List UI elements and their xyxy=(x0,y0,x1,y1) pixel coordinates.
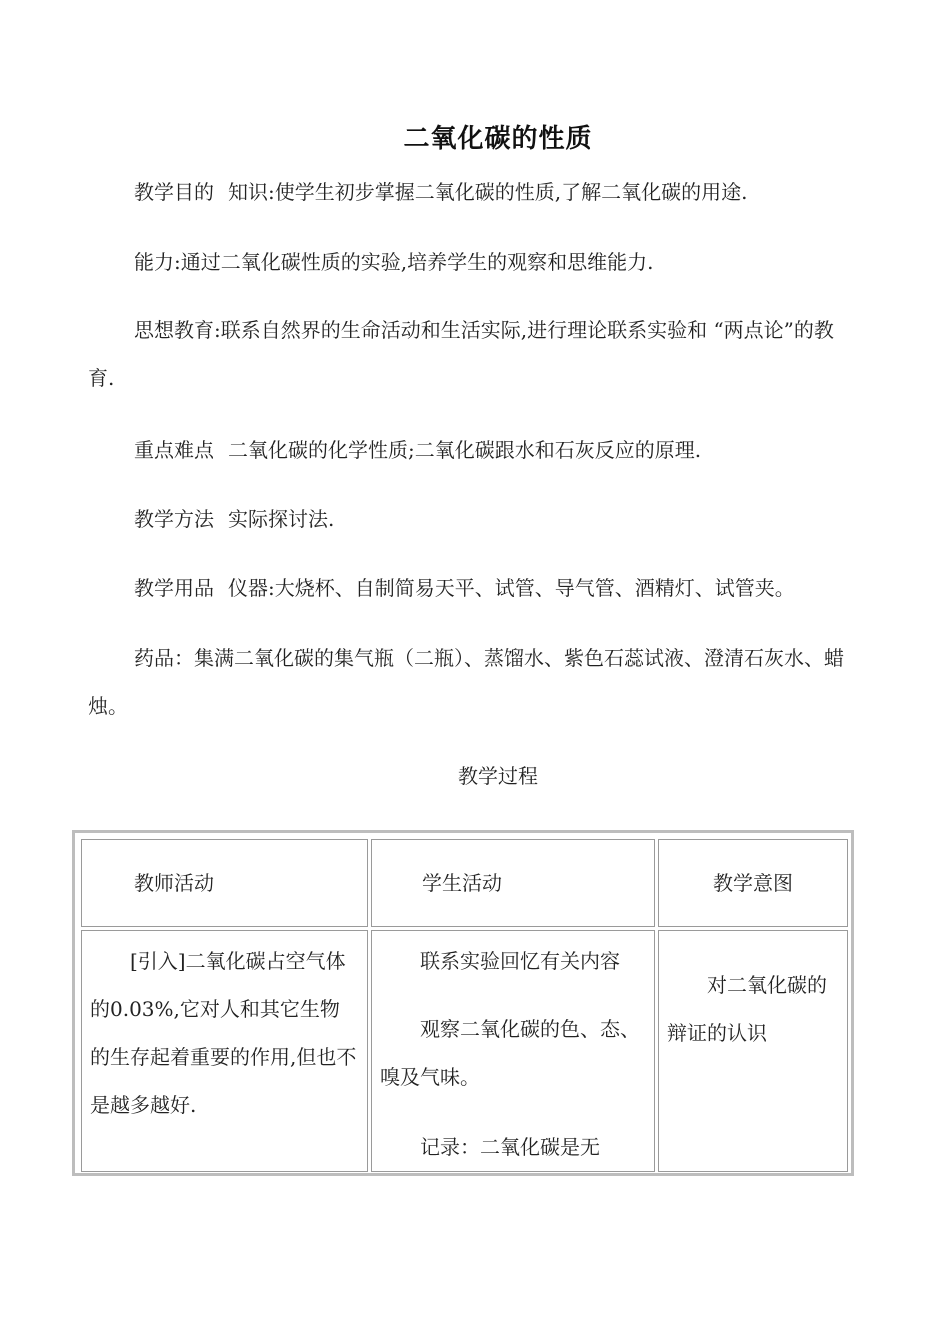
process-title: 教学过程 xyxy=(458,764,538,788)
document-title: 二氧化碳的性质 xyxy=(403,124,593,154)
header-teaching-intent: 教学意图 xyxy=(658,839,848,927)
focus-paragraph xyxy=(88,426,858,474)
method-text: 实际探讨法. xyxy=(228,507,335,531)
method-paragraph xyxy=(88,495,858,543)
objective-paragraph xyxy=(88,168,858,216)
teaching-intent-cell: 对二氧化碳的辩证的认识 xyxy=(667,973,827,1045)
student-activity-3: 记录：二氧化碳是无 xyxy=(420,1135,600,1159)
header-teacher-activity: 教师活动 xyxy=(81,839,368,927)
ideology-paragraph: 思想教育:联系自然界的生命活动和生活实际,进行理论联系实验和 “两点论”的教育. xyxy=(88,318,834,390)
teacher-activity-cell: [引入]二氧化碳占空气体的0.03%,它对人和其它生物的生存起着重要的作用,但也不是越多越好. xyxy=(90,949,357,1117)
student-activity-1: 联系实验回忆有关内容 xyxy=(420,949,620,973)
table-header-row xyxy=(81,839,848,927)
supplies-label: 教学用品 xyxy=(134,576,214,600)
supplies-paragraph xyxy=(88,564,858,612)
reagents-paragraph: 药品：集满二氧化碳的集气瓶（二瓶）、蒸馏水、紫色石蕊试液、澄清石灰水、蜡烛。 xyxy=(88,646,844,718)
supplies-text: 仪器:大烧杯、自制简易天平、试管、导气管、酒精灯、试管夹。 xyxy=(228,576,795,600)
table-row xyxy=(81,930,848,1172)
objective-text: 知识:使学生初步掌握二氧化碳的性质,了解二氧化碳的用途. xyxy=(228,180,748,204)
ability-paragraph: 能力:通过二氧化碳性质的实验,培养学生的观察和思维能力. xyxy=(134,250,654,274)
header-student-activity: 学生活动 xyxy=(371,839,655,927)
method-label: 教学方法 xyxy=(134,507,214,531)
process-table xyxy=(72,830,854,1176)
focus-text: 二氧化碳的化学性质;二氧化碳跟水和石灰反应的原理. xyxy=(228,438,702,462)
student-activity-2: 观察二氧化碳的色、态、嗅及气味。 xyxy=(380,1017,640,1089)
objective-label: 教学目的 xyxy=(134,180,214,204)
focus-label: 重点难点 xyxy=(134,438,214,462)
